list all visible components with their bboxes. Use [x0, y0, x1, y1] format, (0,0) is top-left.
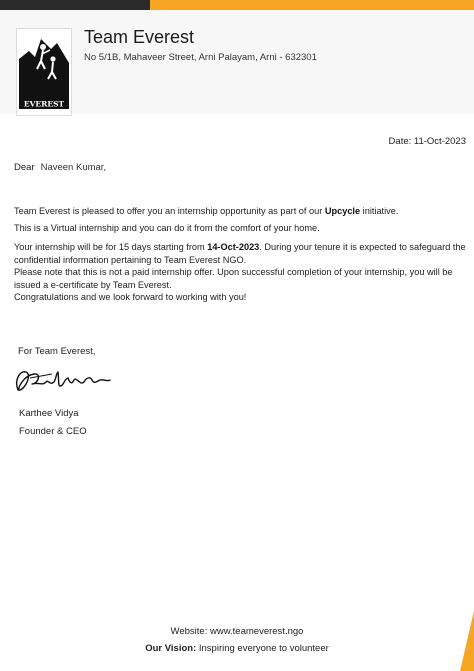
logo-wordmark: EVEREST [23, 99, 65, 109]
paragraph-virtual: This is a Virtual internship and you can do it from the comfort of your home. [14, 223, 320, 233]
vision-line [0, 643, 474, 654]
letterhead [0, 10, 474, 114]
stripe-orange-segment [150, 0, 474, 10]
paragraph-details [14, 241, 466, 304]
vision-text: Inspiring everyone to volunteer [196, 643, 329, 654]
organization-address: No 5/1B, Mahaveer Street, Arni Palayam, Arni - 632301 [84, 52, 317, 63]
salutation-greeting: Dear [14, 162, 35, 173]
offer-text: Team Everest is pleased to offer you an internship opportunity as part of our [14, 206, 325, 216]
stripe-dark-segment [0, 0, 150, 10]
top-decorative-stripe [0, 0, 474, 10]
vision-label: Our Vision: [145, 643, 197, 654]
handwritten-signature [12, 362, 112, 403]
salutation [14, 162, 106, 173]
initiative-name: Upcycle [324, 206, 361, 216]
offer-text-end: initiative. [360, 206, 399, 216]
organization-name: Team Everest [84, 27, 195, 47]
letter-date: Date: 11-Oct-2023 [388, 136, 466, 147]
mountain-climbers-icon [17, 29, 71, 115]
congratulations-line: Congratulations and we look forward to working with you! [14, 292, 247, 302]
footer-accent-wedge [460, 611, 474, 671]
signer-name: Karthee Vidya [19, 408, 79, 419]
signer-title: Founder & CEO [19, 426, 87, 437]
unpaid-notice: Please note that this is not a paid internship offer. Upon successful completion of your internship, you will be issued a e-certificate by Team Everest. [14, 267, 453, 290]
website-line: Website: www.teameverest.ngo [170, 626, 304, 637]
page-footer [0, 612, 474, 671]
closing-line: For Team Everest, [18, 346, 96, 357]
tenure-text-end: . During your tenure it is expected to safeguard the confidential information pertaining to Team Everest NGO. [14, 242, 466, 265]
paragraph-offer [14, 205, 466, 218]
tenure-line [14, 241, 466, 266]
team-everest-logo [16, 28, 72, 116]
tenure-text: Your internship will be for 15 days starting from [14, 242, 208, 252]
recipient-name: Naveen Kumar, [40, 162, 107, 173]
start-date: 14-Oct-2023 [207, 242, 260, 252]
